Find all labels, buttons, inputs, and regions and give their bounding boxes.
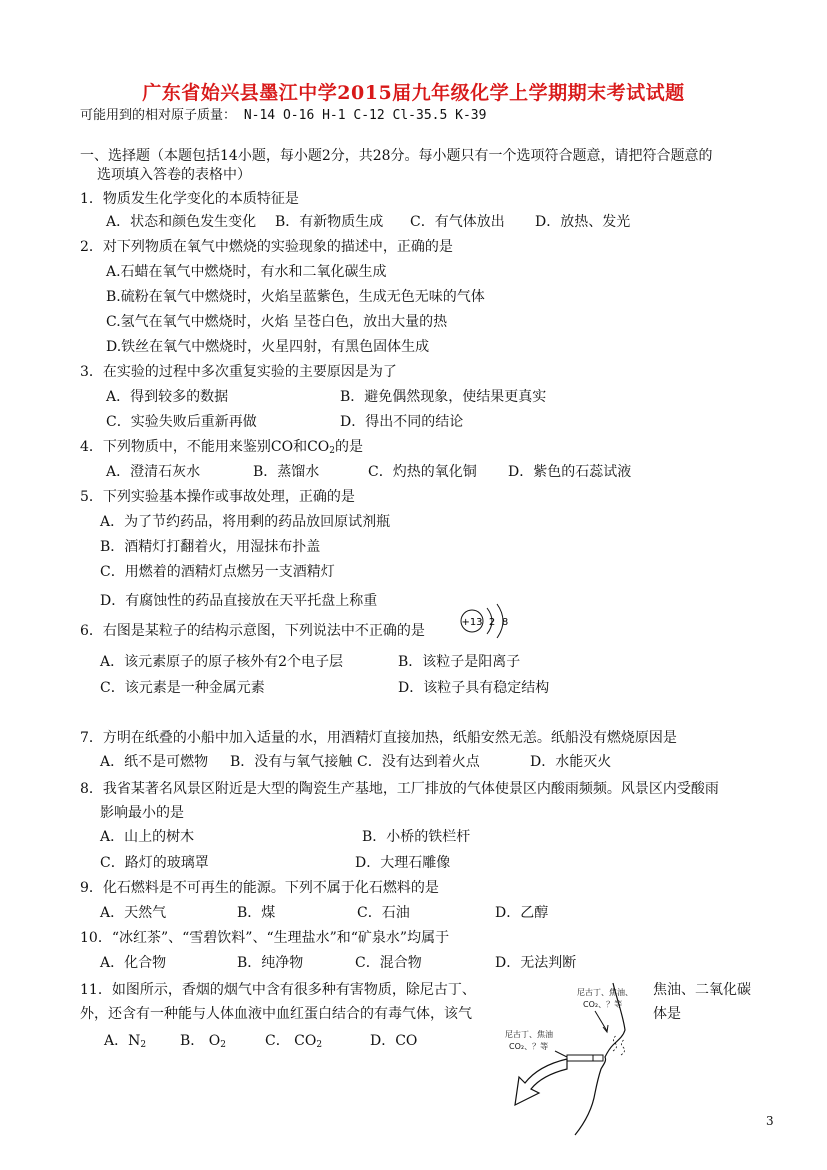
q6-option-a: A．该元素原子的原子核外有2个电子层 <box>100 654 344 670</box>
shell1-electrons: 2 <box>488 617 496 628</box>
q10-option-d: D．无法判断 <box>495 955 577 971</box>
figure-label-top-line1: 尼古丁、焦油、 <box>577 988 633 997</box>
q8-option-d: D．大理石雕像 <box>355 855 451 871</box>
q5-stem: 5．下列实验基本操作或事故处理，正确的是 <box>80 489 355 505</box>
q7-option-d: D．水能灭火 <box>530 754 612 770</box>
page-number: 3 <box>766 1114 774 1128</box>
figure-label-mid-line2: CO₂、？等 <box>509 1042 549 1051</box>
q7-stem: 7．方明在纸叠的小船中加入适量的水，用酒精灯直接加热，纸船安然无恙。纸船没有燃烧原因是 <box>80 730 677 746</box>
q9-option-c: C．石油 <box>357 905 410 921</box>
q4-option-c: C．灼热的氧化铜 <box>368 464 477 480</box>
q3-option-a: A．得到较多的数据 <box>106 389 229 405</box>
section-heading-line1: 一、选择题（本题包括14小题，每小题2分，共28分。每小题只有一个选项符合题意，请把符合题意的 <box>80 148 713 164</box>
q5-option-c: C．用燃着的酒精灯点燃另一支酒精灯 <box>100 564 335 580</box>
q7-option-b: B．没有与氧气接触 <box>230 754 353 770</box>
q7-option-a: A．纸不是可燃物 <box>100 754 209 770</box>
q10-stem: 10．“冰红茶”、“雪碧饮料”、“生理盐水”和“矿泉水”均属于 <box>80 930 450 946</box>
atomic-mass-line: 可能用到的相对原子质量： N-14 O-16 H-1 C-12 Cl-35.5 K-39 <box>80 108 487 123</box>
q6-option-d: D．该粒子具有稳定结构 <box>398 680 550 696</box>
q4-option-b: B．蒸馏水 <box>253 464 320 480</box>
q11-option-b: B． $O_2$ <box>180 1033 226 1050</box>
section-heading-line2: 选项填入答卷的表格中） <box>97 167 251 183</box>
figure-label-mid-line1: 尼古丁、焦油 <box>505 1030 553 1039</box>
q4-option-a: A．澄清石灰水 <box>106 464 201 480</box>
q3-option-c: C．实验失败后重新再做 <box>106 414 257 430</box>
q1-option-b: B．有新物质生成 <box>275 214 384 230</box>
atom-structure-diagram <box>455 600 525 644</box>
q8-option-b: B．小桥的铁栏杆 <box>362 829 471 845</box>
q3-option-d: D．得出不同的结论 <box>340 414 464 430</box>
q4-option-d: D．紫色的石蕊试液 <box>508 464 632 480</box>
q9-option-b: B．煤 <box>237 905 276 921</box>
q6-option-b: B．该粒子是阳离子 <box>398 654 521 670</box>
q11-stem-line1b: 焦油、二氧化碳 <box>653 982 751 998</box>
q3-stem: 3．在实验的过程中多次重复实验的主要原因是为了 <box>80 364 397 380</box>
smoking-figure <box>495 975 665 1140</box>
q8-stem-line2: 影响最小的是 <box>100 805 184 821</box>
q11-stem-line1a: 11．如图所示，香烟的烟气中含有很多种有害物质，除尼古丁、 <box>80 982 476 998</box>
q2-option-d: D.铁丝在氧气中燃烧时，火星四射，有黑色固体生成 <box>106 339 430 355</box>
q2-option-a: A.石蜡在氧气中燃烧时，有水和二氧化碳生成 <box>106 264 387 280</box>
q11-option-d: D．CO <box>370 1033 418 1049</box>
q10-option-c: C．混合物 <box>355 955 422 971</box>
q10-option-b: B．纯净物 <box>237 955 304 971</box>
q8-stem-line1: 8．我省某著名风景区附近是大型的陶瓷生产基地，工厂排放的气体使景区内酸雨频频。风景区内受酸雨 <box>80 781 719 797</box>
q6-option-c: C．该元素是一种金属元素 <box>100 680 265 696</box>
q2-option-b: B.硫粉在氧气中燃烧时，火焰呈蓝紫色，生成无色无味的气体 <box>106 289 485 305</box>
shell2-electrons: 8 <box>501 617 509 628</box>
q4-stem: 4．下列物质中，不能用来鉴别CO和$CO_2$的是 <box>80 439 364 456</box>
q1-option-c: C．有气体放出 <box>410 214 505 230</box>
q10-option-a: A．化合物 <box>100 955 167 971</box>
q5-option-d: D．有腐蚀性的药品直接放在天平托盘上称重 <box>100 593 378 609</box>
page-title: 广东省始兴县墨江中学2015届九年级化学上学期期末考试试题 <box>142 82 685 104</box>
q11-option-c: C． $CO_2$ <box>265 1033 323 1050</box>
nucleus-charge: +13 <box>461 617 483 628</box>
q6-stem: 6．右图是某粒子的结构示意图，下列说法中不正确的是 <box>80 623 425 639</box>
q9-stem: 9．化石燃料是不可再生的能源。下列不属于化石燃料的是 <box>80 880 439 896</box>
q5-option-b: B．酒精灯打翻着火，用湿抹布扑盖 <box>100 539 321 555</box>
q3-option-b: B．避免偶然现象，使结果更真实 <box>340 389 547 405</box>
q1-option-d: D．放热、发光 <box>535 214 631 230</box>
q2-stem: 2．对下列物质在氧气中燃烧的实验现象的描述中，正确的是 <box>80 239 453 255</box>
q11-stem-line2b: 体是 <box>653 1006 681 1022</box>
q11-option-a: A．$N_2$ <box>104 1033 147 1050</box>
q1-option-a: A．状态和颜色发生变化 <box>106 214 257 230</box>
q9-option-d: D．乙醇 <box>495 905 549 921</box>
q1-stem: 1．物质发生化学变化的本质特征是 <box>80 191 299 207</box>
q7-option-c: C．没有达到着火点 <box>357 754 480 770</box>
q5-option-a: A．为了节约药品，将用剩的药品放回原试剂瓶 <box>100 514 391 530</box>
figure-label-top-line2: CO₂、？等 <box>583 1000 623 1009</box>
q8-option-c: C．路灯的玻璃罩 <box>100 855 209 871</box>
q8-option-a: A．山上的树木 <box>100 829 195 845</box>
q2-option-c: C.氢气在氧气中燃烧时，火焰 呈苍白色，放出大量的热 <box>106 314 448 330</box>
q11-stem-line2a: 外，还含有一种能与人体血液中血红蛋白结合的有毒气体，该气 <box>80 1006 472 1022</box>
q9-option-a: A．天然气 <box>100 905 167 921</box>
